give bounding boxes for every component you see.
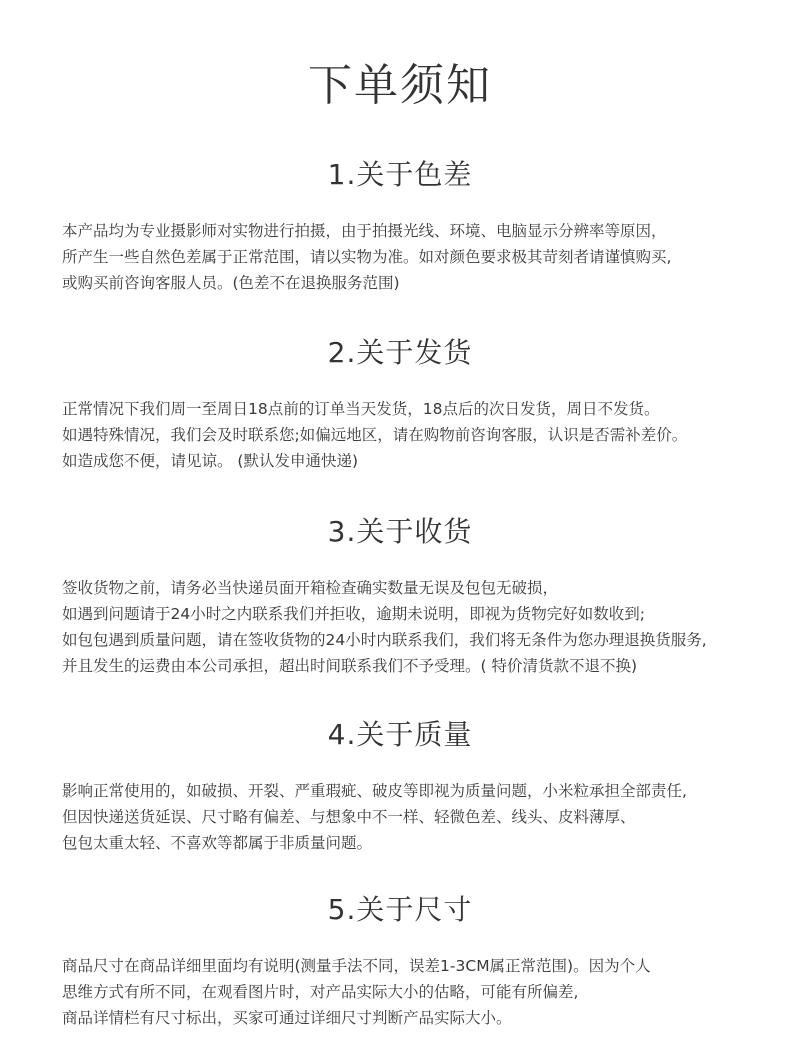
section-body bbox=[0, 575, 792, 679]
section-color-difference bbox=[0, 155, 800, 296]
section-heading: 3.关于收货 bbox=[327, 515, 473, 548]
page-title: 下单须知 bbox=[308, 60, 492, 111]
section-heading: 1.关于色差 bbox=[327, 158, 473, 191]
body-line: 但因快递送货延误、尺寸略有偏差、与想象中不一样、轻微色差、线头、皮料薄厚、 bbox=[62, 808, 636, 826]
section-receiving bbox=[0, 512, 800, 679]
section-heading: 2.关于发货 bbox=[327, 336, 473, 369]
body-line: 包包太重太轻、不喜欢等都属于非质量问题。 bbox=[62, 834, 373, 852]
section-body bbox=[0, 953, 792, 1031]
body-line: 如遇特殊情况，我们会及时联系您;如偏远地区，请在购物前咨询客服，认识是否需补差价。 bbox=[62, 426, 688, 444]
body-line: 商品尺寸在商品详细里面均有说明(测量手法不同，误差1-3CM属正常范围)。因为个人 bbox=[62, 957, 651, 975]
section-shipping bbox=[0, 333, 800, 474]
section-heading: 4.关于质量 bbox=[327, 718, 473, 751]
body-line: 正常情况下我们周一至周日18点前的订单当天发货，18点后的次日发货，周日不发货。 bbox=[62, 400, 660, 418]
body-line: 所产生一些自然色差属于正常范围，请以实物为准。如对颜色要求极其苛刻者请谨慎购买, bbox=[62, 248, 672, 266]
body-line: 如造成您不便，请见谅。 (默认发申通快递) bbox=[62, 452, 359, 470]
body-line: 思维方式有所不同，在观看图片时，对产品实际大小的估略，可能有所偏差, bbox=[62, 983, 579, 1001]
body-line: 并且发生的运费由本公司承担，超出时间联系我们不予受理。( 特价清货款不退不换) bbox=[62, 657, 638, 675]
body-line: 如包包遇到质量问题，请在签收货物的24小时内联系我们，我们将无条件为您办理退换货服务, bbox=[62, 631, 707, 649]
section-body bbox=[0, 778, 792, 856]
body-line: 如遇到问题请于24小时之内联系我们并拒收，逾期未说明，即视为货物完好如数收到; bbox=[62, 605, 645, 623]
body-line: 影响正常使用的，如破损、开裂、严重瑕疵、破皮等即视为质量问题，小米粒承担全部责任, bbox=[62, 782, 687, 800]
body-line: 签收货物之前，请务必当快递员面开箱检查确实数量无误及包包无破损， bbox=[62, 579, 559, 597]
section-body bbox=[0, 218, 792, 296]
section-heading: 5.关于尺寸 bbox=[327, 893, 473, 926]
body-line: 本产品均为专业摄影师对实物进行拍摄，由于拍摄光线、环境、电脑显示分辨率等原因， bbox=[62, 222, 667, 240]
section-size bbox=[0, 890, 800, 1031]
body-line: 商品详情栏有尺寸标出，买家可通过详细尺寸判断产品实际大小。 bbox=[62, 1009, 512, 1027]
section-body bbox=[0, 396, 792, 474]
section-quality bbox=[0, 715, 800, 856]
body-line: 或购买前咨询客服人员。(色差不在退换服务范围) bbox=[62, 274, 400, 292]
